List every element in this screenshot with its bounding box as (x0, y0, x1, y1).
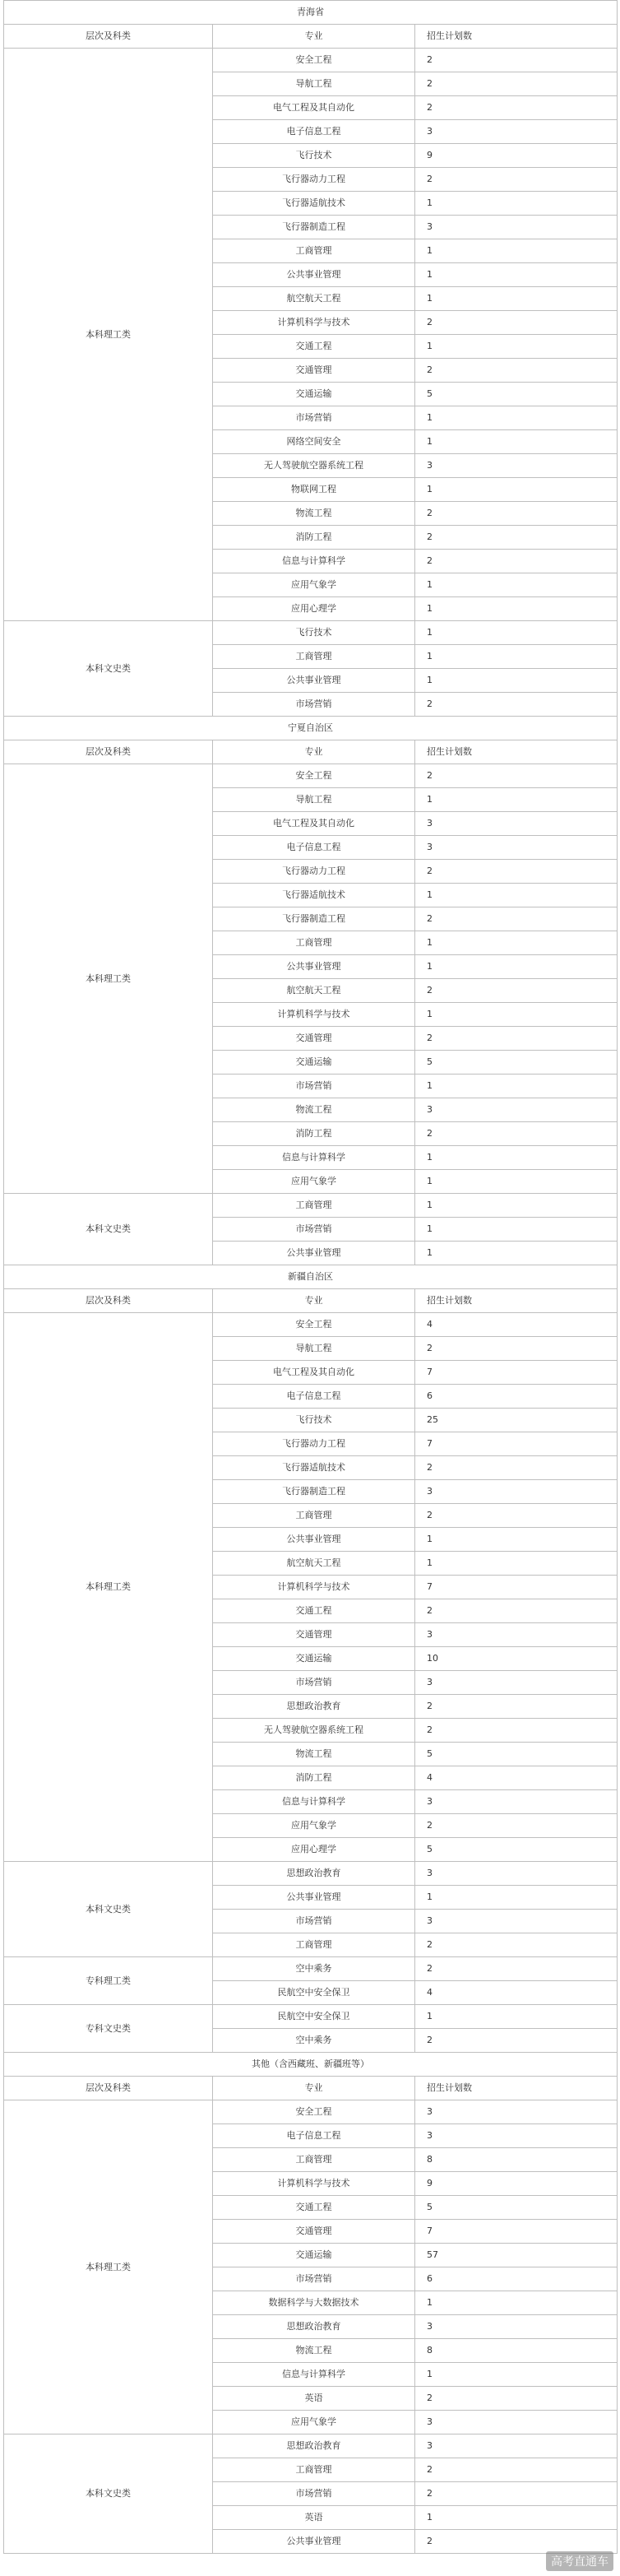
major-cell: 公共事业管理 (213, 2530, 415, 2554)
header-major: 专业 (213, 1289, 415, 1313)
table-body (4, 1, 618, 2554)
major-cell: 电子信息工程 (213, 836, 415, 860)
table-row (4, 2434, 618, 2458)
major-cell: 计算机科学与技术 (213, 311, 415, 335)
plan-count-cell: 1 (415, 1242, 618, 1265)
category-cell: 本科文史类 (4, 1862, 213, 1957)
plan-count-cell: 8 (415, 2148, 618, 2172)
plan-count-cell: 1 (415, 478, 618, 502)
header-row (4, 740, 618, 764)
major-cell: 消防工程 (213, 1766, 415, 1790)
plan-count-cell: 2 (415, 1599, 618, 1623)
plan-count-cell: 6 (415, 2267, 618, 2291)
plan-count-cell: 7 (415, 1432, 618, 1456)
major-cell: 思想政治教育 (213, 1695, 415, 1719)
major-cell: 物流工程 (213, 2339, 415, 2363)
plan-count-cell: 2 (415, 550, 618, 573)
plan-count-cell: 4 (415, 1313, 618, 1337)
plan-count-cell: 1 (415, 430, 618, 454)
major-cell: 交通管理 (213, 1623, 415, 1647)
major-cell: 交通运输 (213, 1051, 415, 1074)
major-cell: 市场营销 (213, 406, 415, 430)
plan-count-cell: 1 (415, 573, 618, 597)
plan-count-cell: 1 (415, 955, 618, 979)
header-major: 专业 (213, 2077, 415, 2100)
major-cell: 物流工程 (213, 1098, 415, 1122)
table-row (4, 1862, 618, 1886)
major-cell: 飞行器动力工程 (213, 168, 415, 192)
plan-count-cell: 1 (415, 1194, 618, 1218)
major-cell: 安全工程 (213, 764, 415, 788)
category-cell: 本科文史类 (4, 2434, 213, 2554)
major-cell: 消防工程 (213, 526, 415, 550)
major-cell: 工商管理 (213, 2148, 415, 2172)
plan-count-cell: 9 (415, 144, 618, 168)
plan-count-cell: 8 (415, 2339, 618, 2363)
plan-count-cell: 2 (415, 860, 618, 884)
header-row (4, 25, 618, 49)
major-cell: 工商管理 (213, 645, 415, 669)
category-cell: 专科理工类 (4, 1957, 213, 2005)
plan-count-cell: 1 (415, 1528, 618, 1552)
major-cell: 民航空中安全保卫 (213, 1981, 415, 2005)
plan-count-cell: 2 (415, 2530, 618, 2554)
major-cell: 应用心理学 (213, 1838, 415, 1862)
header-plan: 招生计划数 (415, 740, 618, 764)
major-cell: 应用心理学 (213, 597, 415, 621)
plan-count-cell: 25 (415, 1409, 618, 1432)
plan-count-cell: 5 (415, 1051, 618, 1074)
plan-count-cell: 2 (415, 1695, 618, 1719)
plan-count-cell: 1 (415, 788, 618, 812)
major-cell: 航空航天工程 (213, 979, 415, 1003)
major-cell: 市场营销 (213, 1910, 415, 1933)
major-cell: 飞行器适航技术 (213, 1456, 415, 1480)
plan-count-cell: 3 (415, 1623, 618, 1647)
major-cell: 安全工程 (213, 1313, 415, 1337)
major-cell: 市场营销 (213, 2482, 415, 2506)
plan-count-cell: 3 (415, 1862, 618, 1886)
header-row (4, 1289, 618, 1313)
plan-count-cell: 1 (415, 2005, 618, 2029)
plan-count-cell: 2 (415, 907, 618, 931)
plan-count-cell: 6 (415, 1385, 618, 1409)
major-cell: 飞行器适航技术 (213, 192, 415, 216)
plan-count-cell: 3 (415, 812, 618, 836)
plan-count-cell: 2 (415, 693, 618, 717)
plan-count-cell: 57 (415, 2244, 618, 2267)
major-cell: 导航工程 (213, 72, 415, 96)
major-cell: 应用气象学 (213, 573, 415, 597)
major-cell: 公共事业管理 (213, 1242, 415, 1265)
plan-count-cell: 5 (415, 1838, 618, 1862)
major-cell: 物流工程 (213, 1743, 415, 1766)
major-cell: 安全工程 (213, 2100, 415, 2124)
major-cell: 飞行器制造工程 (213, 907, 415, 931)
major-cell: 交通工程 (213, 1599, 415, 1623)
major-cell: 计算机科学与技术 (213, 2172, 415, 2196)
major-cell: 网络空间安全 (213, 430, 415, 454)
watermark-logo: 高考直通车 (546, 2551, 613, 2571)
plan-count-cell: 1 (415, 263, 618, 287)
major-cell: 工商管理 (213, 1933, 415, 1957)
major-cell: 公共事业管理 (213, 1886, 415, 1910)
table-row (4, 1313, 618, 1337)
plan-count-cell: 2 (415, 1814, 618, 1838)
header-plan: 招生计划数 (415, 2077, 618, 2100)
plan-count-cell: 1 (415, 1074, 618, 1098)
plan-count-cell: 1 (415, 287, 618, 311)
plan-count-cell: 3 (415, 1671, 618, 1695)
plan-count-cell: 1 (415, 2506, 618, 2530)
major-cell: 导航工程 (213, 788, 415, 812)
plan-count-cell: 3 (415, 1790, 618, 1814)
category-cell: 本科理工类 (4, 2100, 213, 2434)
plan-count-cell: 2 (415, 1719, 618, 1743)
plan-count-cell: 1 (415, 645, 618, 669)
major-cell: 公共事业管理 (213, 263, 415, 287)
major-cell: 信息与计算科学 (213, 1790, 415, 1814)
major-cell: 信息与计算科学 (213, 550, 415, 573)
plan-count-cell: 2 (415, 1957, 618, 1981)
plan-count-cell: 1 (415, 1218, 618, 1242)
table-row (4, 621, 618, 645)
plan-count-cell: 4 (415, 1981, 618, 2005)
plan-count-cell: 1 (415, 239, 618, 263)
major-cell: 电气工程及其自动化 (213, 812, 415, 836)
region-title: 宁夏自治区 (4, 717, 618, 740)
major-cell: 民航空中安全保卫 (213, 2005, 415, 2029)
major-cell: 飞行器动力工程 (213, 860, 415, 884)
major-cell: 公共事业管理 (213, 955, 415, 979)
major-cell: 思想政治教育 (213, 1862, 415, 1886)
region-row (4, 1, 618, 25)
major-cell: 工商管理 (213, 239, 415, 263)
category-cell: 本科理工类 (4, 1313, 213, 1862)
header-plan: 招生计划数 (415, 25, 618, 49)
header-major: 专业 (213, 25, 415, 49)
major-cell: 应用气象学 (213, 1814, 415, 1838)
region-title: 青海省 (4, 1, 618, 25)
admission-plan-table (3, 0, 618, 2554)
major-cell: 交通工程 (213, 335, 415, 359)
category-cell: 本科理工类 (4, 49, 213, 621)
major-cell: 电气工程及其自动化 (213, 1361, 415, 1385)
plan-count-cell: 2 (415, 49, 618, 72)
region-title: 新疆自治区 (4, 1265, 618, 1289)
plan-count-cell: 3 (415, 2124, 618, 2148)
plan-count-cell: 3 (415, 120, 618, 144)
plan-count-cell: 3 (415, 836, 618, 860)
plan-count-cell: 2 (415, 979, 618, 1003)
major-cell: 电子信息工程 (213, 1385, 415, 1409)
table-row (4, 2005, 618, 2029)
major-cell: 交通运输 (213, 1647, 415, 1671)
major-cell: 飞行技术 (213, 621, 415, 645)
plan-count-cell: 1 (415, 335, 618, 359)
admission-plan-document (3, 0, 617, 2554)
plan-count-cell: 2 (415, 2387, 618, 2411)
major-cell: 物流工程 (213, 502, 415, 526)
plan-count-cell: 1 (415, 2363, 618, 2387)
major-cell: 计算机科学与技术 (213, 1003, 415, 1027)
plan-count-cell: 2 (415, 96, 618, 120)
plan-count-cell: 1 (415, 884, 618, 907)
plan-count-cell: 1 (415, 1146, 618, 1170)
plan-count-cell: 2 (415, 1504, 618, 1528)
major-cell: 消防工程 (213, 1122, 415, 1146)
major-cell: 数据科学与大数据技术 (213, 2291, 415, 2315)
major-cell: 市场营销 (213, 1671, 415, 1695)
plan-count-cell: 2 (415, 764, 618, 788)
major-cell: 交通管理 (213, 359, 415, 383)
major-cell: 无人驾驶航空器系统工程 (213, 1719, 415, 1743)
plan-count-cell: 10 (415, 1647, 618, 1671)
major-cell: 交通运输 (213, 2244, 415, 2267)
region-title: 其他（含西藏班、新疆班等） (4, 2053, 618, 2077)
major-cell: 公共事业管理 (213, 1528, 415, 1552)
plan-count-cell: 2 (415, 526, 618, 550)
plan-count-cell: 3 (415, 1098, 618, 1122)
major-cell: 飞行器动力工程 (213, 1432, 415, 1456)
plan-count-cell: 2 (415, 2458, 618, 2482)
plan-count-cell: 1 (415, 1003, 618, 1027)
major-cell: 航空航天工程 (213, 287, 415, 311)
plan-count-cell: 7 (415, 1361, 618, 1385)
major-cell: 飞行器制造工程 (213, 216, 415, 239)
table-row (4, 1957, 618, 1981)
major-cell: 工商管理 (213, 2458, 415, 2482)
major-cell: 工商管理 (213, 1504, 415, 1528)
plan-count-cell: 3 (415, 216, 618, 239)
major-cell: 飞行器制造工程 (213, 1480, 415, 1504)
major-cell: 交通工程 (213, 2196, 415, 2220)
table-row (4, 2100, 618, 2124)
major-cell: 信息与计算科学 (213, 1146, 415, 1170)
major-cell: 信息与计算科学 (213, 2363, 415, 2387)
major-cell: 电子信息工程 (213, 120, 415, 144)
major-cell: 市场营销 (213, 2267, 415, 2291)
plan-count-cell: 2 (415, 1933, 618, 1957)
plan-count-cell: 2 (415, 2029, 618, 2053)
major-cell: 市场营销 (213, 1218, 415, 1242)
major-cell: 飞行器适航技术 (213, 884, 415, 907)
plan-count-cell: 5 (415, 2196, 618, 2220)
table-row (4, 1194, 618, 1218)
plan-count-cell: 9 (415, 2172, 618, 2196)
major-cell: 飞行技术 (213, 144, 415, 168)
major-cell: 飞行技术 (213, 1409, 415, 1432)
plan-count-cell: 5 (415, 1743, 618, 1766)
major-cell: 公共事业管理 (213, 669, 415, 693)
major-cell: 市场营销 (213, 1074, 415, 1098)
plan-count-cell: 1 (415, 406, 618, 430)
plan-count-cell: 1 (415, 1886, 618, 1910)
plan-count-cell: 3 (415, 2434, 618, 2458)
plan-count-cell: 3 (415, 2315, 618, 2339)
major-cell: 应用气象学 (213, 1170, 415, 1194)
major-cell: 空中乘务 (213, 1957, 415, 1981)
major-cell: 航空航天工程 (213, 1552, 415, 1576)
region-row (4, 2053, 618, 2077)
plan-count-cell: 2 (415, 502, 618, 526)
category-cell: 本科文史类 (4, 621, 213, 717)
table-row (4, 49, 618, 72)
region-row (4, 1265, 618, 1289)
plan-count-cell: 3 (415, 454, 618, 478)
plan-count-cell: 2 (415, 2482, 618, 2506)
plan-count-cell: 3 (415, 2411, 618, 2434)
plan-count-cell: 2 (415, 72, 618, 96)
plan-count-cell: 2 (415, 359, 618, 383)
category-cell: 专科文史类 (4, 2005, 213, 2053)
major-cell: 无人驾驶航空器系统工程 (213, 454, 415, 478)
major-cell: 安全工程 (213, 49, 415, 72)
major-cell: 工商管理 (213, 1194, 415, 1218)
major-cell: 思想政治教育 (213, 2315, 415, 2339)
major-cell: 工商管理 (213, 931, 415, 955)
plan-count-cell: 5 (415, 383, 618, 406)
plan-count-cell: 2 (415, 1122, 618, 1146)
header-plan: 招生计划数 (415, 1289, 618, 1313)
major-cell: 电子信息工程 (213, 2124, 415, 2148)
plan-count-cell: 2 (415, 1027, 618, 1051)
plan-count-cell: 2 (415, 1456, 618, 1480)
plan-count-cell: 3 (415, 2100, 618, 2124)
header-row (4, 2077, 618, 2100)
major-cell: 应用气象学 (213, 2411, 415, 2434)
plan-count-cell: 1 (415, 669, 618, 693)
major-cell: 思想政治教育 (213, 2434, 415, 2458)
major-cell: 市场营销 (213, 693, 415, 717)
region-row (4, 717, 618, 740)
major-cell: 交通管理 (213, 2220, 415, 2244)
table-row (4, 764, 618, 788)
plan-count-cell: 2 (415, 168, 618, 192)
plan-count-cell: 1 (415, 1552, 618, 1576)
header-level: 层次及科类 (4, 740, 213, 764)
plan-count-cell: 7 (415, 2220, 618, 2244)
plan-count-cell: 1 (415, 2291, 618, 2315)
major-cell: 交通管理 (213, 1027, 415, 1051)
major-cell: 电气工程及其自动化 (213, 96, 415, 120)
plan-count-cell: 4 (415, 1766, 618, 1790)
major-cell: 计算机科学与技术 (213, 1576, 415, 1599)
plan-count-cell: 1 (415, 1170, 618, 1194)
plan-count-cell: 3 (415, 1910, 618, 1933)
major-cell: 物联网工程 (213, 478, 415, 502)
header-level: 层次及科类 (4, 25, 213, 49)
major-cell: 英语 (213, 2506, 415, 2530)
plan-count-cell: 2 (415, 1337, 618, 1361)
plan-count-cell: 1 (415, 931, 618, 955)
plan-count-cell: 7 (415, 1576, 618, 1599)
category-cell: 本科理工类 (4, 764, 213, 1194)
major-cell: 空中乘务 (213, 2029, 415, 2053)
major-cell: 英语 (213, 2387, 415, 2411)
header-level: 层次及科类 (4, 1289, 213, 1313)
plan-count-cell: 2 (415, 311, 618, 335)
plan-count-cell: 1 (415, 192, 618, 216)
plan-count-cell: 3 (415, 1480, 618, 1504)
plan-count-cell: 1 (415, 597, 618, 621)
header-major: 专业 (213, 740, 415, 764)
category-cell: 本科文史类 (4, 1194, 213, 1265)
major-cell: 导航工程 (213, 1337, 415, 1361)
major-cell: 交通运输 (213, 383, 415, 406)
header-level: 层次及科类 (4, 2077, 213, 2100)
plan-count-cell: 1 (415, 621, 618, 645)
